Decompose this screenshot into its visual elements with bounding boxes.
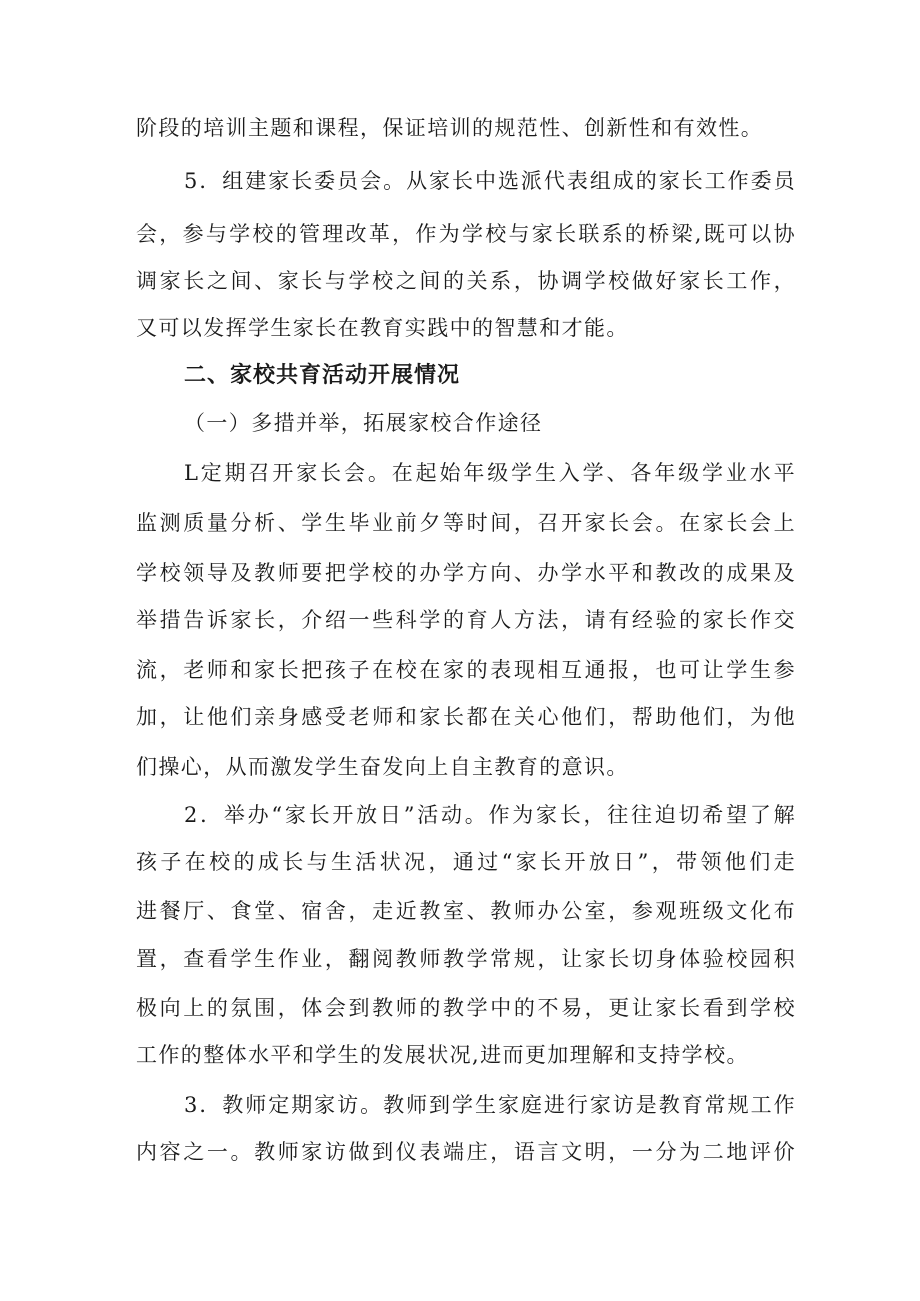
paragraph-line: 置，查看学生作业，翻阅教师教学常规，让家长切身体验校园积 <box>136 947 796 971</box>
subsection-heading: （一）多措并举，拓展家校合作途径 <box>184 411 543 435</box>
paragraph-line: 又可以发挥学生家长在教育实践中的智慧和才能。 <box>136 316 629 340</box>
paragraph-line: 内容之一。教师家访做到仪表端庄，语言文明，一分为二地评价 <box>136 1140 796 1164</box>
paragraph-line: 调家长之间、家长与学校之间的关系，协调学校做好家长工作， <box>136 269 796 293</box>
paragraph-line: 进餐厅、食堂、宿舍，走近教室、教师办公室，参观班级文化布 <box>136 899 796 923</box>
paragraph-line: 孩子在校的成长与生活状况，通过“家长开放日”，带领他们走 <box>136 850 796 874</box>
paragraph-line: 阶段的培训主题和课程，保证培训的规范性、创新性和有效性。 <box>136 116 764 140</box>
paragraph-line: L定期召开家长会。在起始年级学生入学、各年级学业水平 <box>184 461 796 485</box>
paragraph-line: 学校领导及教师要把学校的办学方向、办学水平和教改的成果及 <box>136 561 796 585</box>
paragraph-line: 3．教师定期家访。教师到学生家庭进行家访是教育常规工作 <box>184 1093 796 1117</box>
paragraph-line: 工作的整体水平和学生的发展状况,进而更加理解和支持学校。 <box>136 1043 749 1067</box>
paragraph-line: 们操心，从而激发学生奋发向上自主教育的意识。 <box>136 755 629 779</box>
paragraph-line: 2．举办“家长开放日”活动。作为家长，往往迫切希望了解 <box>184 803 796 827</box>
paragraph-line: 举措告诉家长，介绍一些科学的育人方法，请有经验的家长作交 <box>136 608 796 632</box>
paragraph-line: 极向上的氛围，体会到教师的教学中的不易，更让家长看到学校 <box>136 996 796 1020</box>
paragraph-line: 加，让他们亲身感受老师和家长都在关心他们，帮助他们，为他 <box>136 705 796 729</box>
paragraph-line: 监测质量分析、学生毕业前夕等时间，召开家长会。在家长会上 <box>136 511 796 535</box>
paragraph-line: 会，参与学校的管理改革，作为学校与家长联系的桥梁,既可以协 <box>136 222 796 246</box>
paragraph-line: 流，老师和家长把孩子在校在家的表现相互通报，也可让学生参 <box>136 658 796 682</box>
paragraph-line: 5．组建家长委员会。从家长中选派代表组成的家长工作委员 <box>184 169 796 193</box>
section-heading: 二、家校共育活动开展情况 <box>184 363 461 388</box>
